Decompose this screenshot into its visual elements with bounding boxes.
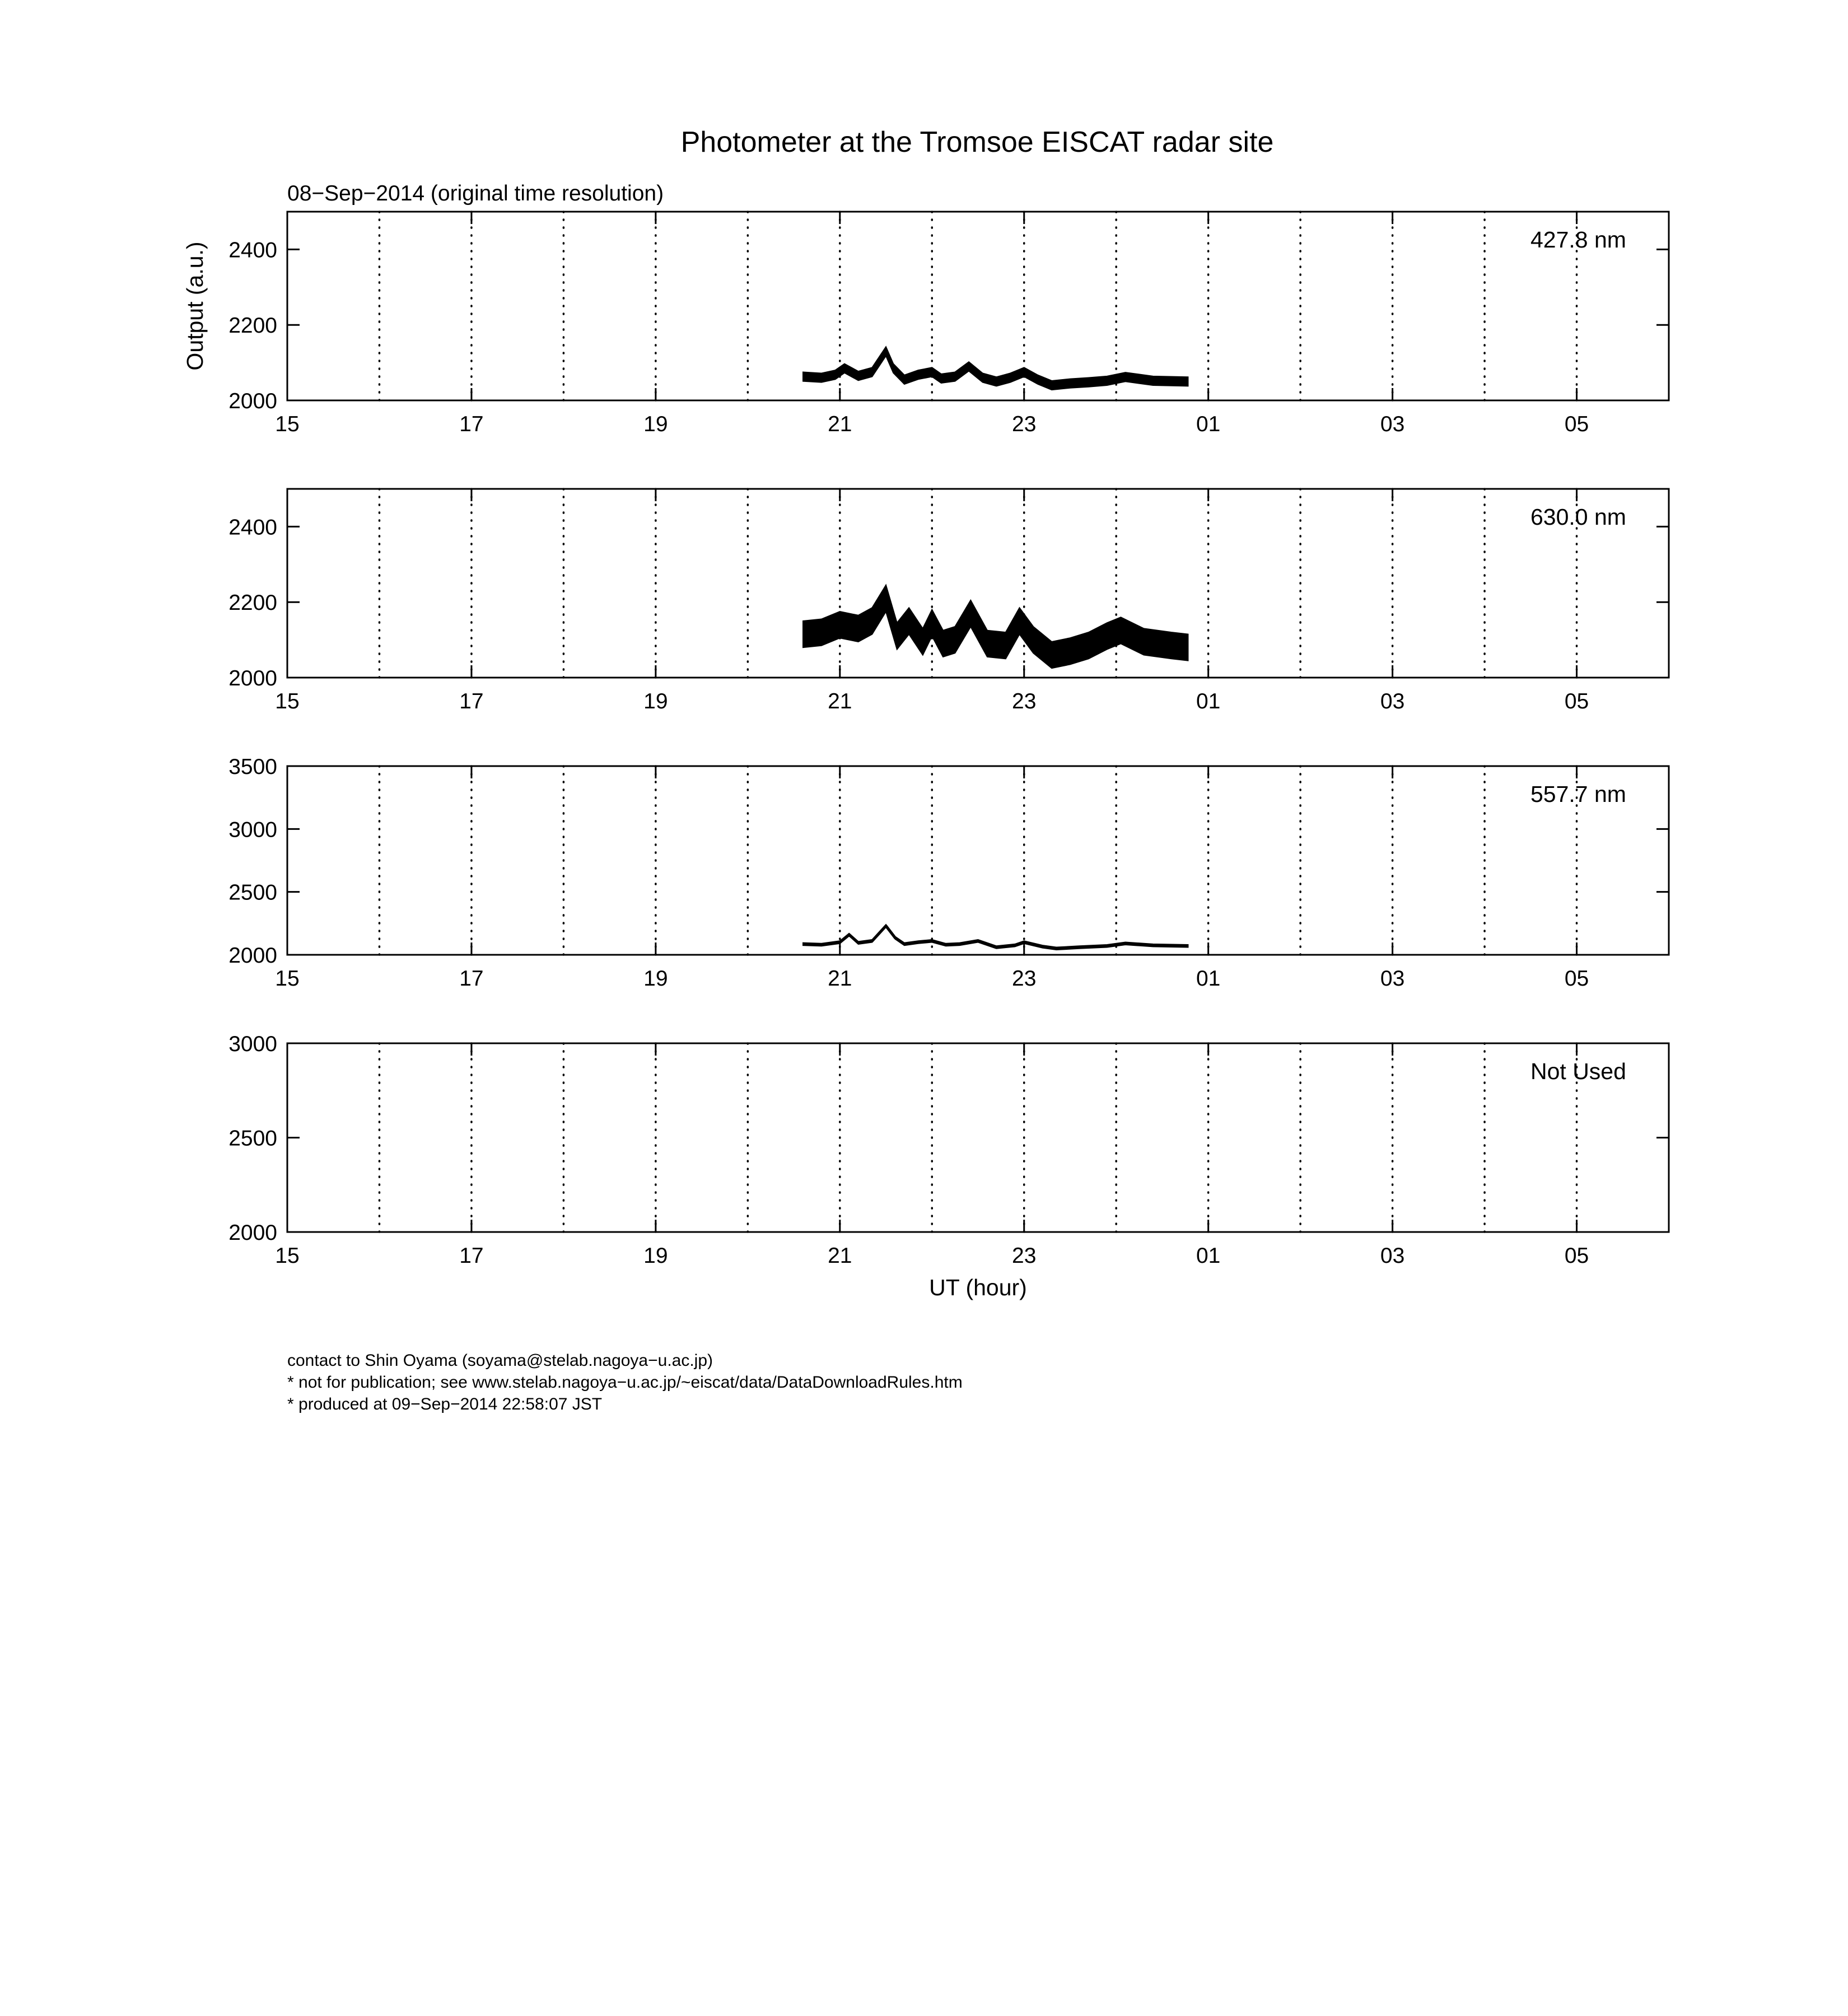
x-tick-label: 15 [275, 412, 300, 436]
panel-1 [182, 212, 1669, 436]
x-tick-label: 19 [643, 412, 668, 436]
x-tick-label: 03 [1380, 1244, 1405, 1268]
x-tick-label: 21 [828, 412, 852, 436]
x-tick-label: 15 [275, 967, 300, 991]
panel-label: 427.8 nm [1530, 227, 1626, 253]
y-tick-label: 3000 [228, 1032, 277, 1056]
x-tick-label: 03 [1380, 689, 1405, 713]
y-tick-label: 2400 [228, 515, 277, 540]
y-axis-label: Output (a.u.) [182, 241, 208, 371]
x-tick-label: 23 [1012, 1244, 1037, 1268]
data-band [803, 347, 1188, 390]
x-tick-label: 23 [1012, 967, 1037, 991]
y-tick-label: 2000 [228, 666, 277, 690]
panel-2 [228, 489, 1669, 713]
y-tick-label: 2000 [228, 389, 277, 413]
footer-produced: * produced at 09−Sep−2014 22:58:07 JST [287, 1395, 603, 1413]
x-tick-label: 01 [1196, 689, 1221, 713]
x-tick-label: 17 [459, 1244, 484, 1268]
x-axis-label: UT (hour) [929, 1275, 1027, 1300]
x-tick-label: 21 [828, 1244, 852, 1268]
x-tick-label: 03 [1380, 967, 1405, 991]
axes-frame [287, 489, 1669, 678]
x-tick-label: 05 [1564, 1244, 1589, 1268]
panel-label: Not Used [1530, 1058, 1626, 1084]
panel-label: 630.0 nm [1530, 504, 1626, 530]
x-tick-label: 21 [828, 967, 852, 991]
x-tick-label: 17 [459, 967, 484, 991]
figure-subtitle: 08−Sep−2014 (original time resolution) [287, 181, 664, 206]
panels [182, 212, 1669, 1300]
y-tick-label: 2500 [228, 1126, 277, 1151]
y-tick-label: 2000 [228, 1221, 277, 1245]
x-tick-label: 23 [1012, 689, 1037, 713]
y-tick-label: 2000 [228, 944, 277, 968]
x-tick-label: 15 [275, 1244, 300, 1268]
x-tick-label: 05 [1564, 412, 1589, 436]
y-tick-label: 2400 [228, 238, 277, 263]
x-tick-label: 03 [1380, 412, 1405, 436]
x-tick-label: 05 [1564, 689, 1589, 713]
x-tick-label: 01 [1196, 1244, 1221, 1268]
x-tick-label: 01 [1196, 967, 1221, 991]
footer-contact: contact to Shin Oyama (soyama@stelab.nagoya−u.ac.jp) [287, 1351, 713, 1370]
footer-notice: * not for publication; see www.stelab.nagoya−u.ac.jp/~eiscat/data/DataDownloadRules.htm [287, 1373, 963, 1392]
x-tick-label: 05 [1564, 967, 1589, 991]
footer [287, 1350, 963, 1415]
figure-title: Photometer at the Tromsoe EISCAT radar site [680, 126, 1274, 158]
x-tick-label: 19 [643, 689, 668, 713]
x-tick-label: 23 [1012, 412, 1037, 436]
x-tick-label: 15 [275, 689, 300, 713]
y-tick-label: 2200 [228, 591, 277, 615]
x-tick-label: 21 [828, 689, 852, 713]
x-tick-label: 01 [1196, 412, 1221, 436]
y-tick-label: 3500 [228, 755, 277, 779]
y-tick-label: 3000 [228, 818, 277, 842]
x-tick-label: 19 [643, 1244, 668, 1268]
x-tick-label: 17 [459, 689, 484, 713]
axes-frame [287, 766, 1669, 955]
y-tick-label: 2500 [228, 880, 277, 905]
panel-4 [228, 1032, 1669, 1300]
panel-3 [228, 755, 1669, 991]
axes-frame [287, 1043, 1669, 1232]
y-tick-label: 2200 [228, 314, 277, 338]
panel-label: 557.7 nm [1530, 781, 1626, 807]
x-tick-label: 17 [459, 412, 484, 436]
x-tick-label: 19 [643, 967, 668, 991]
